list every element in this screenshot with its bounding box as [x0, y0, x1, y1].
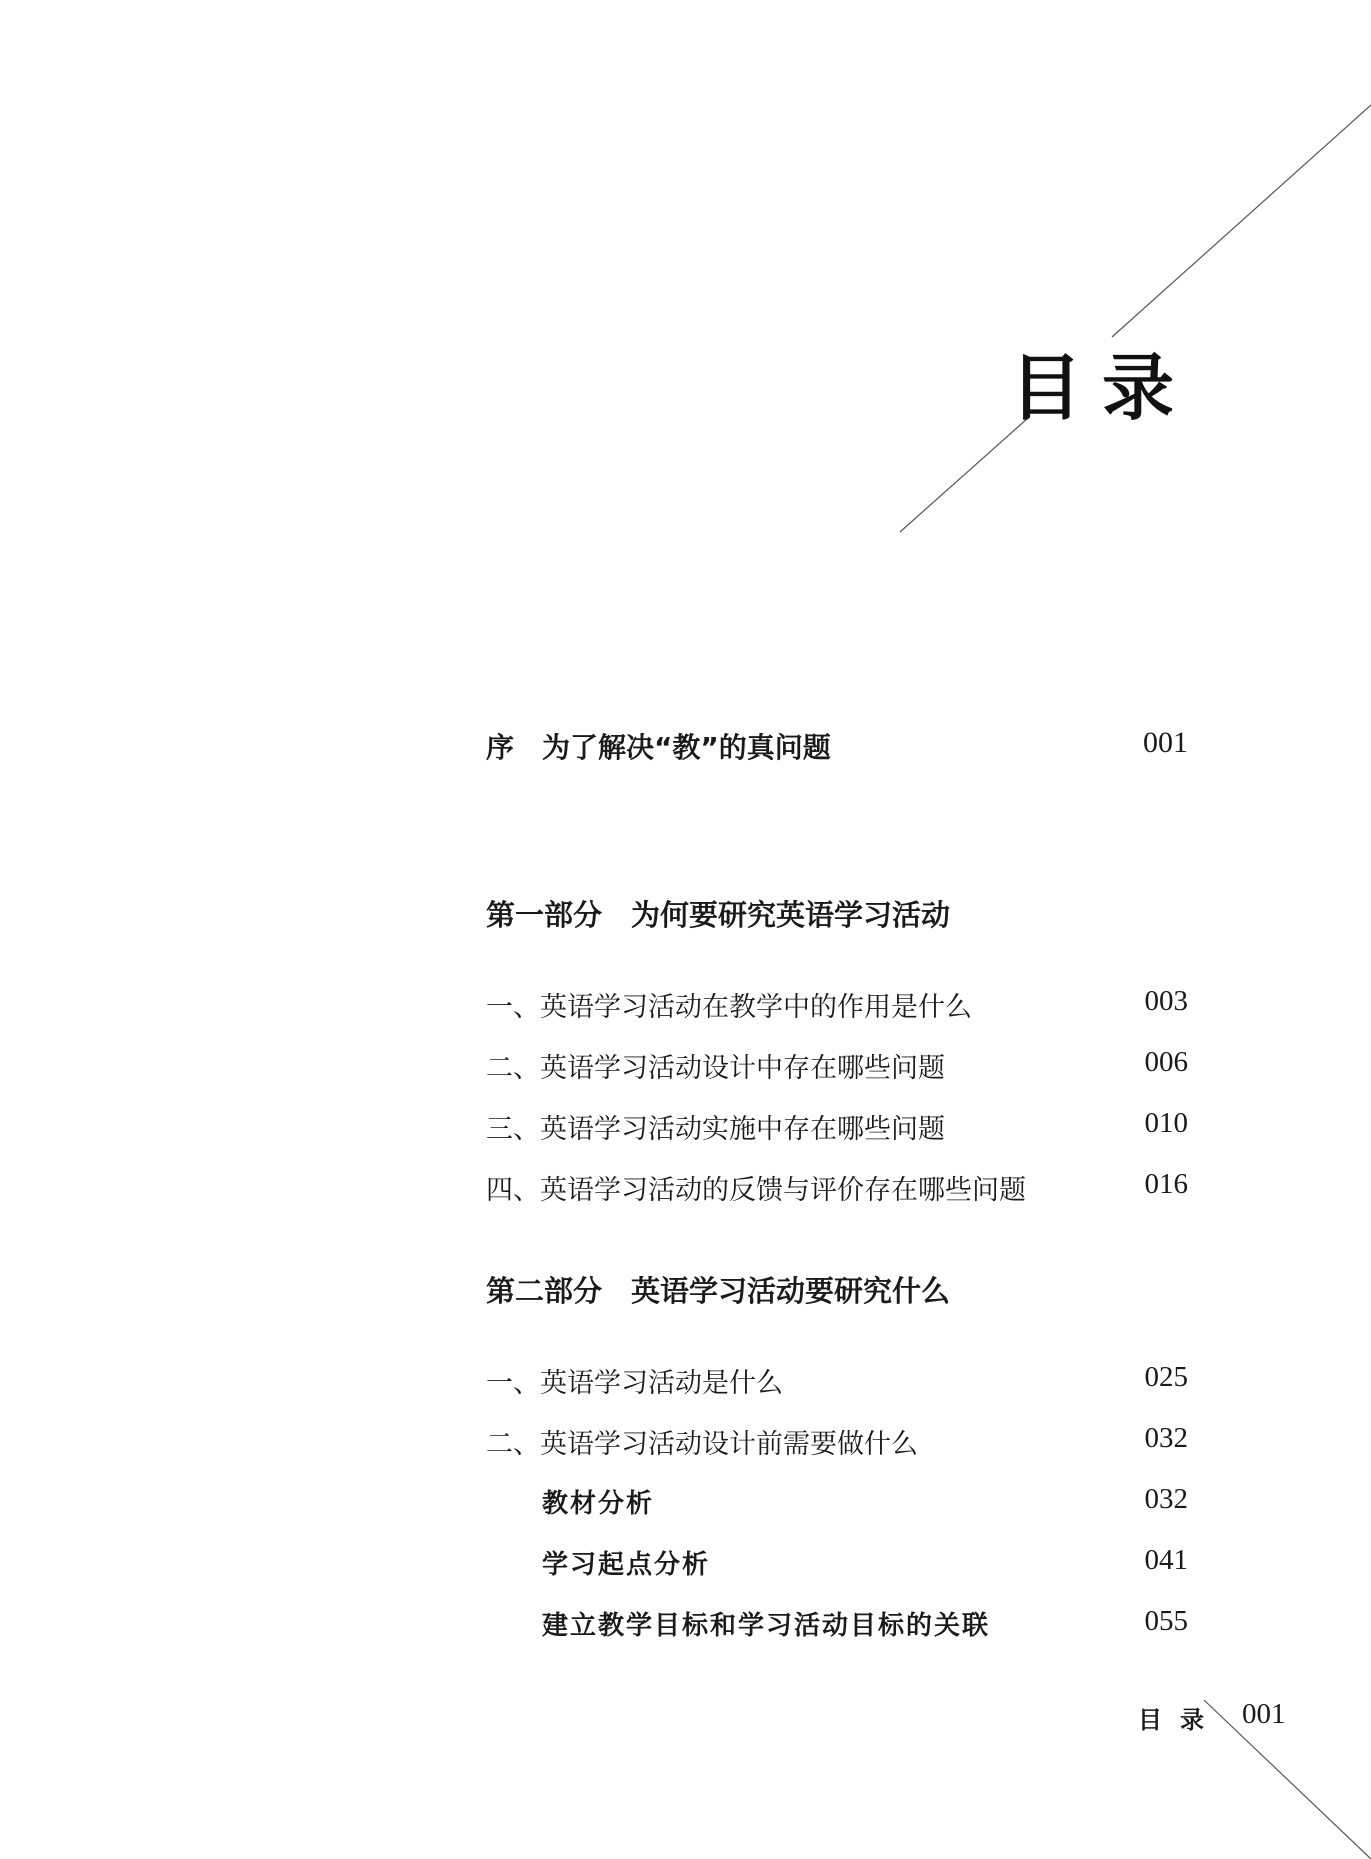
toc-subentry-page: 032 — [1144, 1483, 1188, 1515]
toc-part-heading-label: 第二部分 英语学习活动要研究什么 — [486, 1274, 951, 1308]
toc-entry-label: 二、英语学习活动设计中存在哪些问题 — [486, 1053, 945, 1084]
toc-entry[interactable] — [486, 1107, 1188, 1151]
toc-subentry-label: 教材分析 — [542, 1489, 655, 1519]
toc-subentry[interactable] — [486, 1483, 1188, 1527]
toc-entry-page: 006 — [1144, 1046, 1188, 1078]
toc-subentry[interactable] — [486, 1544, 1188, 1588]
toc-entry-page: 016 — [1144, 1168, 1188, 1200]
toc-entry-label: 一、英语学习活动在教学中的作用是什么 — [486, 992, 972, 1023]
toc-entry[interactable] — [486, 985, 1188, 1029]
toc-entry-page: 032 — [1144, 1422, 1188, 1454]
toc-entry-label: 一、英语学习活动是什么 — [486, 1368, 783, 1399]
footer-page-number: 001 — [1242, 1698, 1286, 1730]
toc-part-heading[interactable] — [486, 1269, 1188, 1313]
toc-entry-page: 025 — [1144, 1361, 1188, 1393]
toc-entry-page: 003 — [1144, 985, 1188, 1017]
toc-part-heading[interactable] — [486, 893, 1188, 937]
toc-subentry-label: 学习起点分析 — [542, 1550, 711, 1580]
toc-entry-label: 二、英语学习活动设计前需要做什么 — [486, 1429, 918, 1460]
toc-part-heading-label: 第一部分 为何要研究英语学习活动 — [486, 898, 951, 932]
toc-entry-label: 四、英语学习活动的反馈与评价存在哪些问题 — [486, 1175, 1026, 1206]
toc-subentry-label: 建立教学目标和学习活动目标的关联 — [542, 1611, 991, 1641]
toc-entry[interactable] — [486, 1046, 1188, 1090]
page-title: 目录 — [1010, 346, 1195, 430]
toc-entry[interactable] — [486, 1422, 1188, 1466]
toc-entry[interactable] — [486, 1168, 1188, 1212]
toc-entry[interactable] — [486, 1361, 1188, 1405]
toc-subentry-page: 055 — [1144, 1605, 1188, 1637]
footer-title: 目录 — [1138, 1706, 1222, 1734]
toc-subentry[interactable] — [486, 1605, 1188, 1649]
toc-preface[interactable] — [486, 726, 1188, 770]
toc-preface-label: 序 为了解决“教”的真问题 — [486, 731, 831, 764]
toc-entry-page: 010 — [1144, 1107, 1188, 1139]
toc-preface-page: 001 — [1143, 726, 1188, 759]
toc-subentry-page: 041 — [1144, 1544, 1188, 1576]
toc-entry-label: 三、英语学习活动实施中存在哪些问题 — [486, 1114, 945, 1145]
